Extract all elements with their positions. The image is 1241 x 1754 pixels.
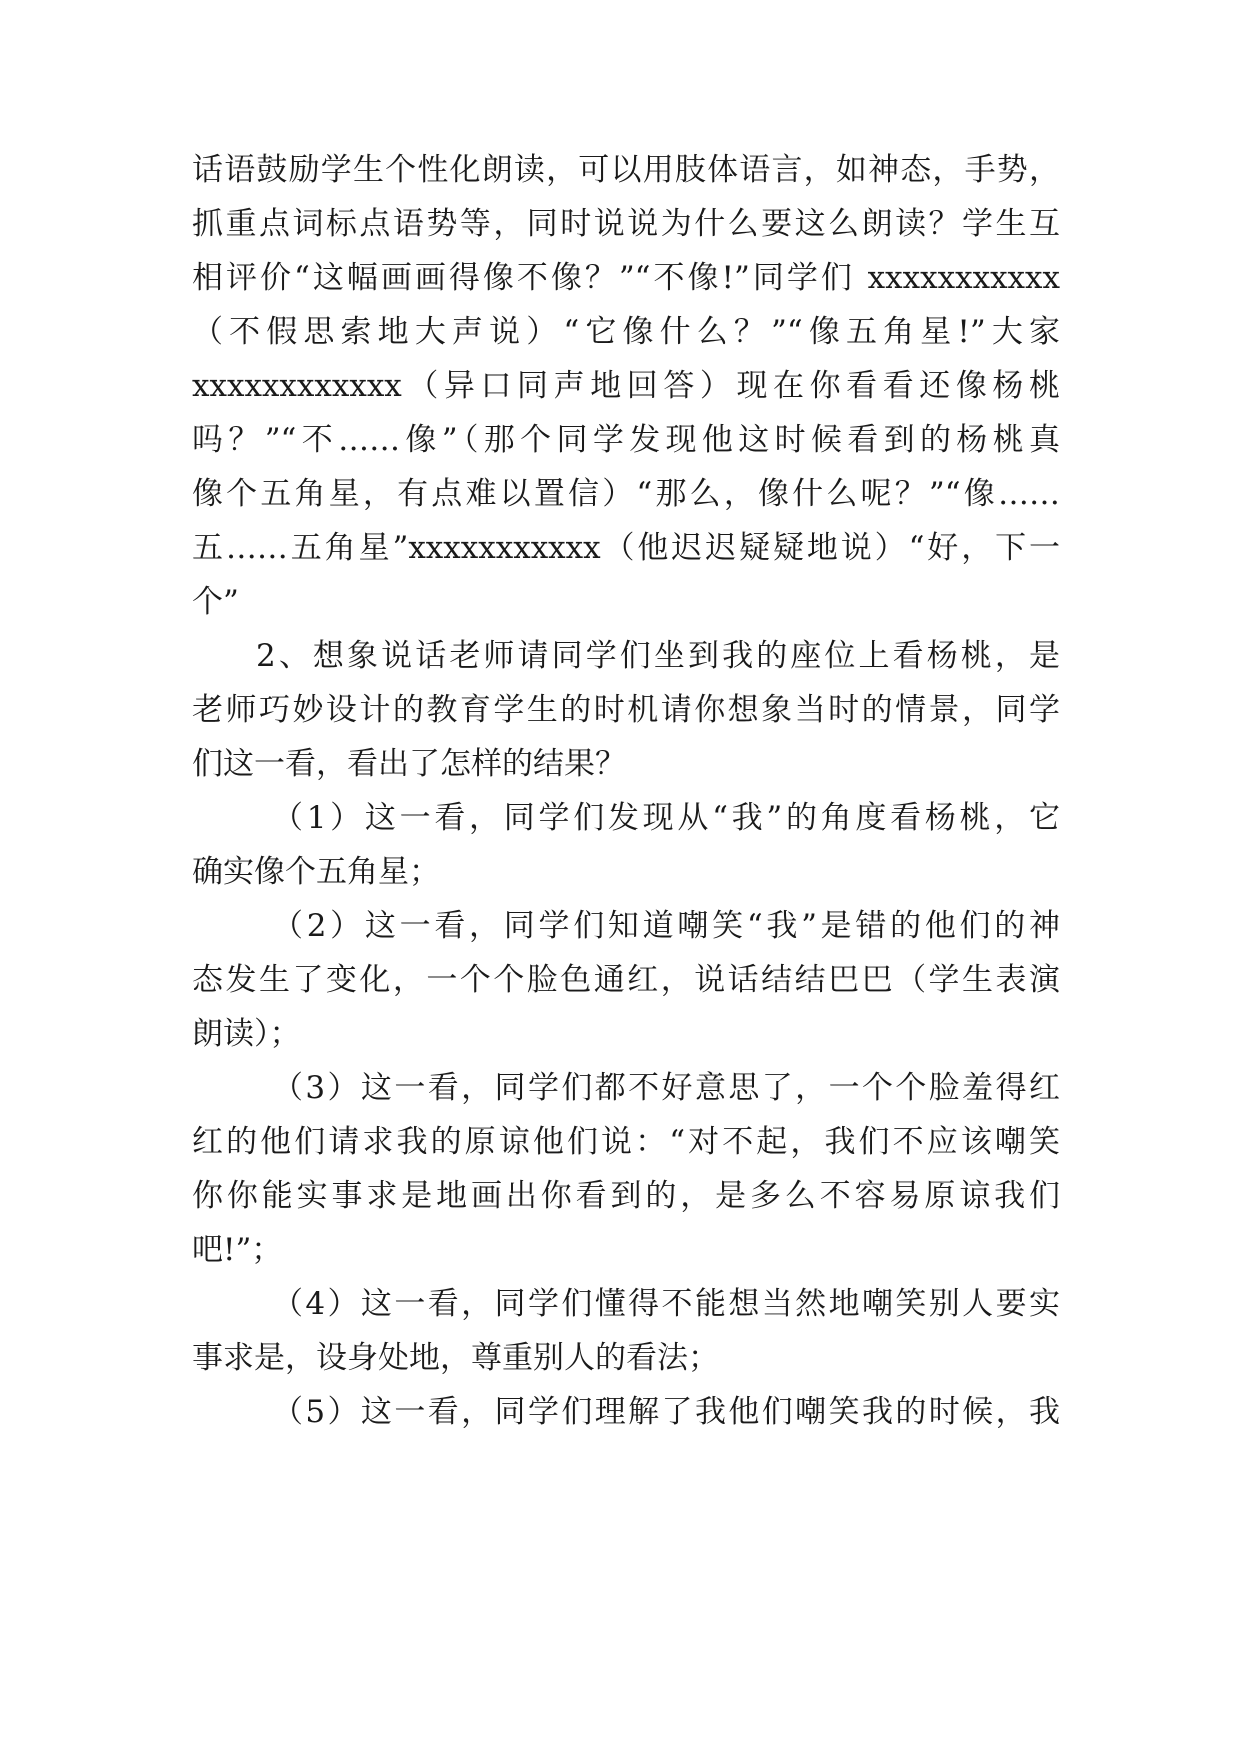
text-line: 抓重点词标点语势等，同时说说为什么要这么朗读？学生互 xyxy=(192,206,1060,242)
text-line: 朗读）； xyxy=(192,1016,301,1052)
list-item-3-first-line: （3）这一看，同学们都不好意思了，一个个脸羞得红 xyxy=(272,1070,1060,1106)
text-line: xxxxxxxxxxxx（异口同声地回答）现在你看看还像杨桃 xyxy=(192,368,1060,404)
section-2-first-line: 2、想象说话老师请同学们坐到我的座位上看杨桃，是 xyxy=(256,638,1060,674)
text-line: 五……五角星”xxxxxxxxxxx（他迟迟疑疑地说）“好，下一 xyxy=(192,530,1060,566)
text-line: 话语鼓励学生个性化朗读，可以用肢体语言，如神态，手势， xyxy=(192,152,1060,188)
text-line: 事求是，设身处地，尊重别人的看法； xyxy=(192,1340,719,1376)
text-line: 像个五角星，有点难以置信）“那么，像什么呢？”“像…… xyxy=(192,476,1060,512)
text-line: 吗？”“不……像”（那个同学发现他这时候看到的杨桃真 xyxy=(192,422,1060,458)
text-line: （不假思索地大声说）“它像什么？”“像五角星!”大家 xyxy=(192,314,1060,350)
text-line: 态发生了变化，一个个脸色通红，说话结结巴巴（学生表演 xyxy=(192,962,1060,998)
text-line: 吧!”； xyxy=(192,1232,283,1268)
text-line: 们这一看，看出了怎样的结果？ xyxy=(192,746,626,782)
list-item-5-first-line: （5）这一看，同学们理解了我他们嘲笑我的时候，我 xyxy=(272,1394,1060,1430)
text-line: 红的他们请求我的原谅他们说：“对不起，我们不应该嘲笑 xyxy=(192,1124,1060,1160)
text-line: 确实像个五角星； xyxy=(192,854,440,890)
text-line: 你你能实事求是地画出你看到的，是多么不容易原谅我们 xyxy=(192,1178,1060,1214)
text-line: 老师巧妙设计的教育学生的时机请你想象当时的情景，同学 xyxy=(192,692,1060,728)
list-item-1-first-line: （1）这一看，同学们发现从“我”的角度看杨桃，它 xyxy=(272,800,1060,836)
text-line: 个” xyxy=(192,584,239,620)
text-line: 相评价“这幅画画得像不像？”“不像!”同学们 xxxxxxxxxxx xyxy=(192,260,1060,296)
list-item-4-first-line: （4）这一看，同学们懂得不能想当然地嘲笑别人要实 xyxy=(272,1286,1060,1322)
list-item-2-first-line: （2）这一看，同学们知道嘲笑“我”是错的他们的神 xyxy=(272,908,1060,944)
